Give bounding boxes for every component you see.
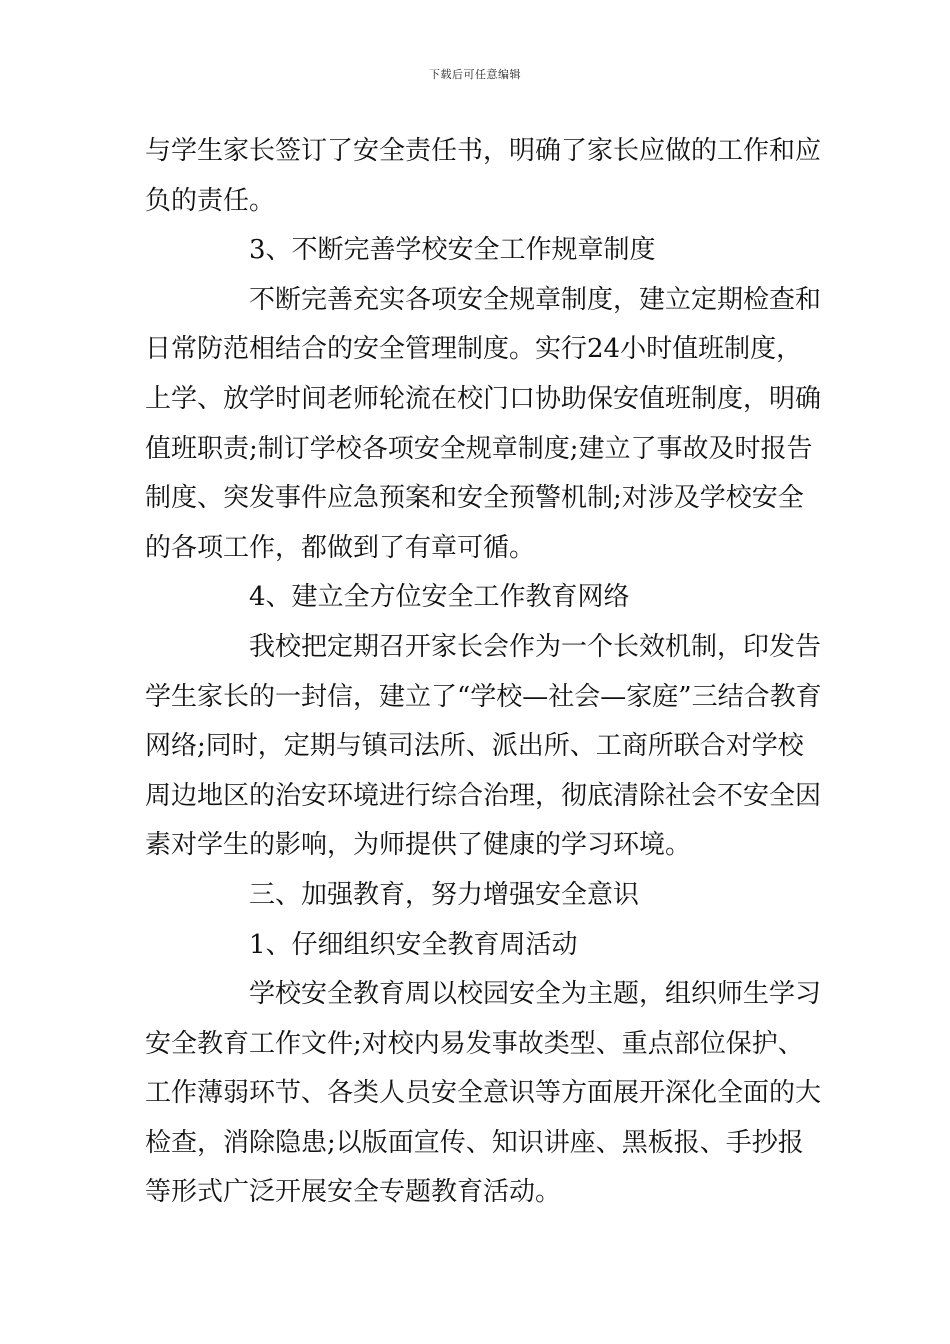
paragraph-5: 我校把定期召开家长会作为一个长效机制，印发告学生家长的一封信，建立了“学校—社会—家庭”三结合教育网络;同时，定期与镇司法所、派出所、工商所联合对学校周边地区的治安环境进行综合治理，彻底清除社会不安全因素对学生的影响，为师提供了健康的学习环境。 bbox=[145, 631, 822, 861]
paragraph-1: 与学生家长签订了安全责任书，明确了家长应做的工作和应负的责任。 bbox=[145, 136, 822, 216]
paragraph-4-heading: 4、建立全方位安全工作教育网络 bbox=[249, 582, 630, 613]
paragraph-7-heading: 1、仔细组织安全教育周活动 bbox=[249, 929, 578, 960]
paragraph-8: 学校安全教育周以校园安全为主题，组织师生学习安全教育工作文件;对校内易发事故类型、重点部位保护、工作薄弱环节、各类人员安全意识等方面展开深化全面的大检查，消除隐患;以版面宣传、知识讲座、黑板报、手抄报等形式广泛开展安全专题教育活动。 bbox=[145, 979, 822, 1208]
section-heading-3: 三、加强教育，努力增强安全意识 bbox=[249, 879, 640, 910]
paragraph-3: 不断完善充实各项安全规章制度，建立定期检查和日常防范相结合的安全管理制度。实行24小时值班制度，上学、放学时间老师轮流在校门口协助保安值班制度，明确值班职责;制订学校各项安全规章制度;建立了事故及时报告制度、突发事件应急预案和安全预警机制;对涉及学校安全的各项工作，都做到了有章可循。 bbox=[145, 284, 822, 563]
paragraph-2-heading: 3、不断完善学校安全工作规章制度 bbox=[249, 235, 656, 266]
document-body bbox=[145, 127, 825, 1218]
page-header: 下载后可任意编辑 bbox=[429, 68, 521, 81]
